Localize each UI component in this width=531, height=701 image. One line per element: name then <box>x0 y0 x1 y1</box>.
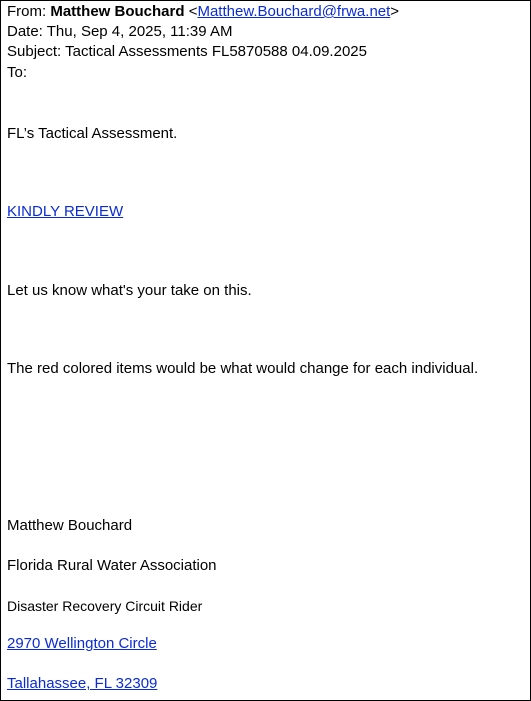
body-line-red-items: The red colored items would be what would change for each individual. <box>7 360 479 377</box>
signature-address-row-1 <box>7 635 157 653</box>
address-street-link[interactable]: 2970 Wellington Circle <box>7 635 157 652</box>
body-review-row <box>7 203 123 221</box>
to-row <box>7 64 27 82</box>
from-label: From: <box>7 3 47 20</box>
body-line-take: Let us know what's your take on this. <box>7 282 252 299</box>
date-row <box>7 23 232 41</box>
gt-bracket: > <box>390 3 400 20</box>
kindly-review-link[interactable]: KINDLY REVIEW <box>7 203 124 220</box>
date-value: Thu, Sep 4, 2025, 11:39 AM <box>46 23 233 40</box>
from-row <box>7 3 399 21</box>
subject-value: Tactical Assessments FL5870588 04.09.2025 <box>65 43 367 60</box>
subject-row <box>7 43 367 61</box>
signature-title: Disaster Recovery Circuit Rider <box>7 598 203 614</box>
signature-org: Florida Rural Water Association <box>7 557 217 574</box>
sender-email-link[interactable]: Matthew.Bouchard@frwa.net <box>197 3 391 20</box>
to-label: To: <box>7 64 28 81</box>
body-line-assessment: FL’s Tactical Assessment. <box>7 125 178 142</box>
signature-address-row-2 <box>7 675 157 693</box>
address-city-link[interactable]: Tallahassee, FL 32309 <box>7 675 158 692</box>
sender-name: Matthew Bouchard <box>50 3 185 20</box>
subject-label: Subject: <box>7 43 62 60</box>
date-label: Date: <box>7 23 43 40</box>
lt-bracket: < <box>188 3 198 20</box>
signature-name: Matthew Bouchard <box>7 517 133 534</box>
